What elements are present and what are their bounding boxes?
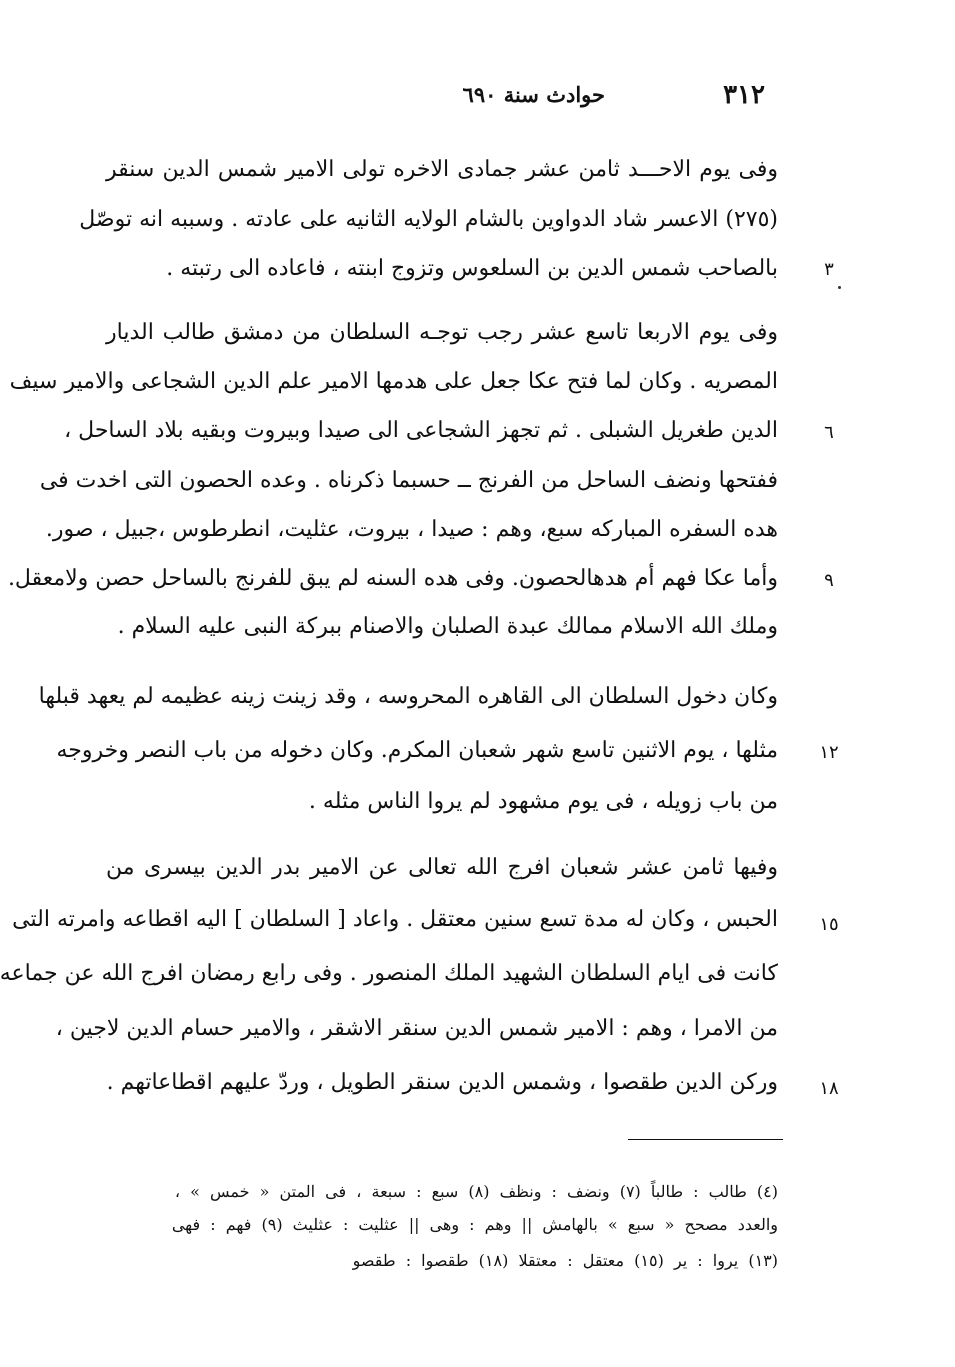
margin-mark bbox=[838, 286, 841, 289]
line-number: ٩ bbox=[824, 570, 834, 591]
text-line: من الامرا ، وهم : الامير شمس الدين سنقر الاشقر ، والامير حسام الدين لاجين ، bbox=[55, 1016, 778, 1041]
text-line: وفى يوم الاربعا تاسع عشر رجب توجـه السلطان من دمشق طالب الديار bbox=[106, 320, 778, 345]
text-line: وكان دخول السلطان الى القاهره المحروسه ، وقد زينت زينه عظيمه لم يعهد قبلها bbox=[38, 684, 778, 709]
text-line: مثلها ، يوم الاثنين تاسع شهر شعبان المكرم. وكان دخوله من باب النصر وخروجه bbox=[56, 738, 778, 763]
text-line: ففتحها ونضف الساحل من الفرنج ــ حسبما ذكرناه . وعده الحصون التى اخدت فى bbox=[39, 468, 778, 493]
text-line: وركن الدين طقصوا ، وشمس الدين سنقر الطويل ، وردّ عليهم اقطاعاتهم . bbox=[106, 1070, 778, 1095]
text-line: وأما عكا فهم أم هدهالحصون. وفى هده السنه لم يبق للفرنج بالساحل حصن ولامعقل. bbox=[7, 566, 778, 591]
line-number: ١٢ bbox=[819, 742, 839, 763]
footnote-divider bbox=[628, 1139, 783, 1140]
footnote-line: والعدد مصحح « سبع » بالهامش || وهم : وهى || عثليت : عثليث (٩) فهم : فهى bbox=[171, 1215, 778, 1234]
line-number: ١٥ bbox=[819, 914, 839, 935]
text-line: وفيها ثامن عشر شعبان افرج الله تعالى عن الامير بدر الدين بيسرى من bbox=[106, 855, 778, 880]
text-line: المصريه . وكان لما فتح عكا جعل على هدمها الامير علم الدين الشجاعى والامير سيف bbox=[9, 369, 778, 394]
text-line: الحبس ، وكان له مدة تسع سنين معتقل . واعاد [ السلطان ] اليه اقطاعه وامرته التى bbox=[12, 907, 778, 932]
text-line: وفى يوم الاحـــد ثامن عشر جمادى الاخره تولى الامير شمس الدين سنقر bbox=[106, 157, 778, 182]
footnote-line: (١٣) يروا : ير (١٥) معتقل : معتقلا (١٨) طقصوا : طقصو bbox=[352, 1251, 778, 1270]
line-number: ٣ bbox=[824, 259, 834, 280]
text-line: كانت فى ايام السلطان الشهيد الملك المنصور . وفى رابع رمضان افرج الله عن جماعه bbox=[0, 961, 778, 986]
text-line: الدين طغريل الشبلى . ثم تجهز الشجاعى الى صيدا وبيروت وبقيه بلاد الساحل ، bbox=[64, 418, 778, 443]
text-line: هده السفره المباركه سبع، وهم : صيدا ، بيروت، عثليت، انطرطوس ،جبيل ، صور. bbox=[45, 517, 778, 542]
text-line: من باب زويله ، فى يوم مشهود لم يروا الناس مثله . bbox=[308, 789, 778, 814]
running-title: حوادث سنة ٦٩٠ bbox=[462, 82, 605, 107]
footnote-line: (٤) طالب : طالباً (٧) ونضف : ونظف (٨) سبع : سبعة ، فى المتن « خمس » ، bbox=[174, 1182, 778, 1201]
text-line: وملك الله الاسلام ممالك عبدة الصلبان والاصنام ببركة النبى عليه السلام . bbox=[117, 614, 778, 639]
line-number: ٦ bbox=[824, 422, 834, 443]
text-line: بالصاحب شمس الدين بن السلعوس وتزوج ابنته ، فاعاده الى رتبته . bbox=[166, 256, 778, 281]
page-number: ٣١٢ bbox=[723, 80, 765, 110]
running-header bbox=[20, 80, 955, 120]
line-number: ١٨ bbox=[819, 1078, 839, 1099]
text-line: (٢٧٥) الاعسر شاد الدواوين بالشام الولايه الثانيه على عادته . وسببه انه توصّل bbox=[79, 207, 778, 232]
